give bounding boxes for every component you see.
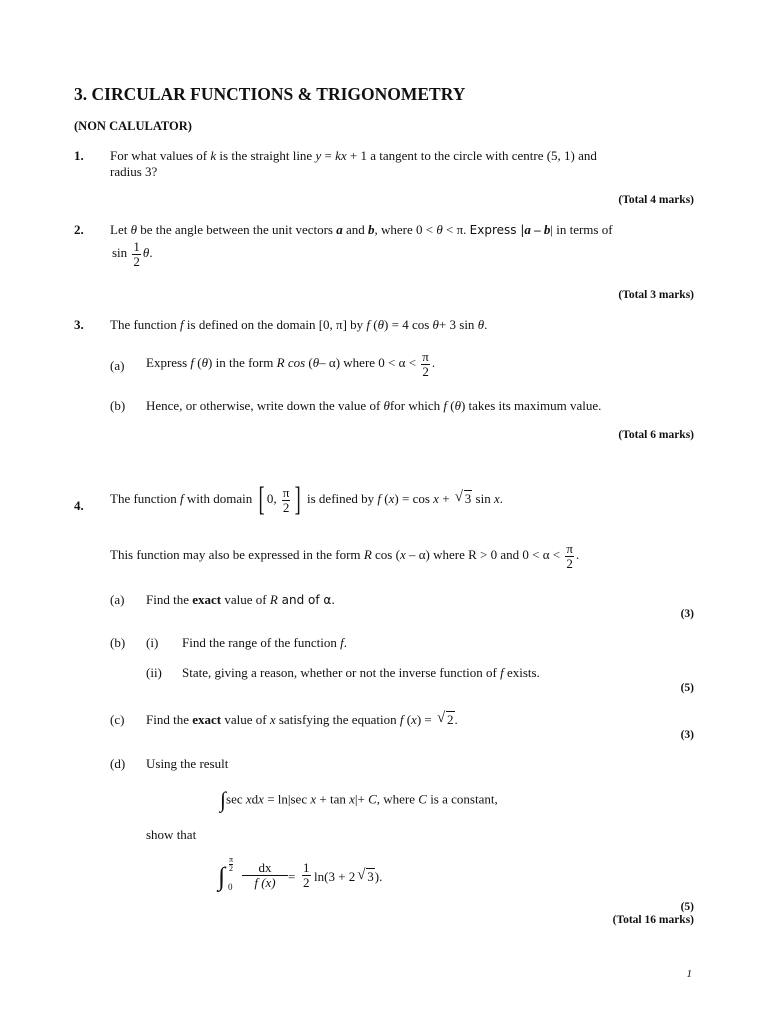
- q3-number: 3.: [74, 317, 84, 332]
- q4bi-label: (i): [146, 635, 159, 650]
- q4d-text: Using the result: [146, 756, 229, 771]
- q4a-label: (a): [110, 592, 125, 607]
- q1-text-line1: For what values of k is the straight line y = kx + 1 a tangent to the circle with centre (5, 1) and: [110, 148, 597, 163]
- q3b-label: (b): [110, 398, 126, 413]
- q4-sqrt3: √ 3: [454, 488, 472, 506]
- q4-domain-pi-over-2: $\frac{\pi}{2}$: [282, 484, 290, 515]
- q4d-integral-result: ∫sec xdx = ln|sec x + tan x|+ C, where C is a constant,: [220, 787, 498, 812]
- page-title: 3. CIRCULAR FUNCTIONS & TRIGONOMETRY: [74, 84, 466, 104]
- q2-number: 2.: [74, 222, 84, 237]
- page-number: 1: [686, 968, 692, 980]
- q4d-label: (d): [110, 756, 126, 771]
- q1-marks: (Total 4 marks): [618, 194, 694, 206]
- q4a-text: Find the exact value of R and of α.: [146, 592, 336, 607]
- q4-total-marks: (Total 16 marks): [612, 914, 694, 926]
- q2-text-line2: sin $\frac{1}{2}$ θ.: [112, 239, 153, 269]
- q4-alpha-pi-over-2: $\frac{\pi}{2}$: [566, 541, 573, 571]
- q4-number: 4.: [74, 498, 84, 513]
- q2-half-fraction: $\frac{1}{2}$: [133, 239, 140, 269]
- q4-text-line2: This function may also be expressed in the form R cos (x – α) where R > 0 and 0 < α < $\frac{\pi}{2}$ .: [110, 541, 580, 571]
- q1-number: 1.: [74, 148, 84, 163]
- q4c-sqrt2: √ 2: [437, 710, 454, 727]
- q4bi-text: Find the range of the function f.: [182, 635, 348, 650]
- q4-text-line1: The function f with domain [ 0, $\frac{\pi}{2}$ ] is defined by f (x) = cos x + √ 3 sin x.: [110, 481, 503, 518]
- q3a-label: (a): [110, 358, 125, 373]
- q4bii-text: State, giving a reason, whether or not the inverse function of f exists.: [182, 665, 540, 680]
- q4c-label: (c): [110, 712, 125, 727]
- q2-marks: (Total 3 marks): [618, 289, 694, 301]
- q4c-marks: (3): [680, 729, 694, 741]
- section-subtitle: (NON CALULATOR): [74, 119, 192, 133]
- q4b-marks: (5): [680, 682, 694, 694]
- q4bii-label: (ii): [146, 665, 162, 680]
- q4d-marks: (5): [680, 901, 694, 913]
- q3b-text: Hence, or otherwise, write down the value of θfor which f (θ) takes its maximum value.: [146, 398, 602, 413]
- q4c-text: Find the exact value of x satisfying the equation f (x) = √ 2.: [146, 710, 458, 727]
- q4d-show-that: show that: [146, 827, 197, 842]
- q4a-marks: (3): [680, 608, 694, 620]
- q3a-pi-over-2: $\frac{\pi}{2}$: [422, 349, 429, 379]
- q2-text-line1: Let θ be the angle between the unit vectors a and b, where 0 < θ < π. Express |a – b| in terms of: [110, 222, 613, 237]
- q4b-label: (b): [110, 635, 126, 650]
- q3a-text: Express f (θ) in the form R cos (θ– α) where 0 < α < $\frac{\pi}{2}$ .: [146, 349, 436, 379]
- q3-text: The function f is defined on the domain [0, π] by f (θ) = 4 cos θ+ 3 sin θ.: [110, 317, 488, 332]
- q1-text-line2: radius 3?: [110, 164, 158, 179]
- q3-marks: (Total 6 marks): [618, 429, 694, 441]
